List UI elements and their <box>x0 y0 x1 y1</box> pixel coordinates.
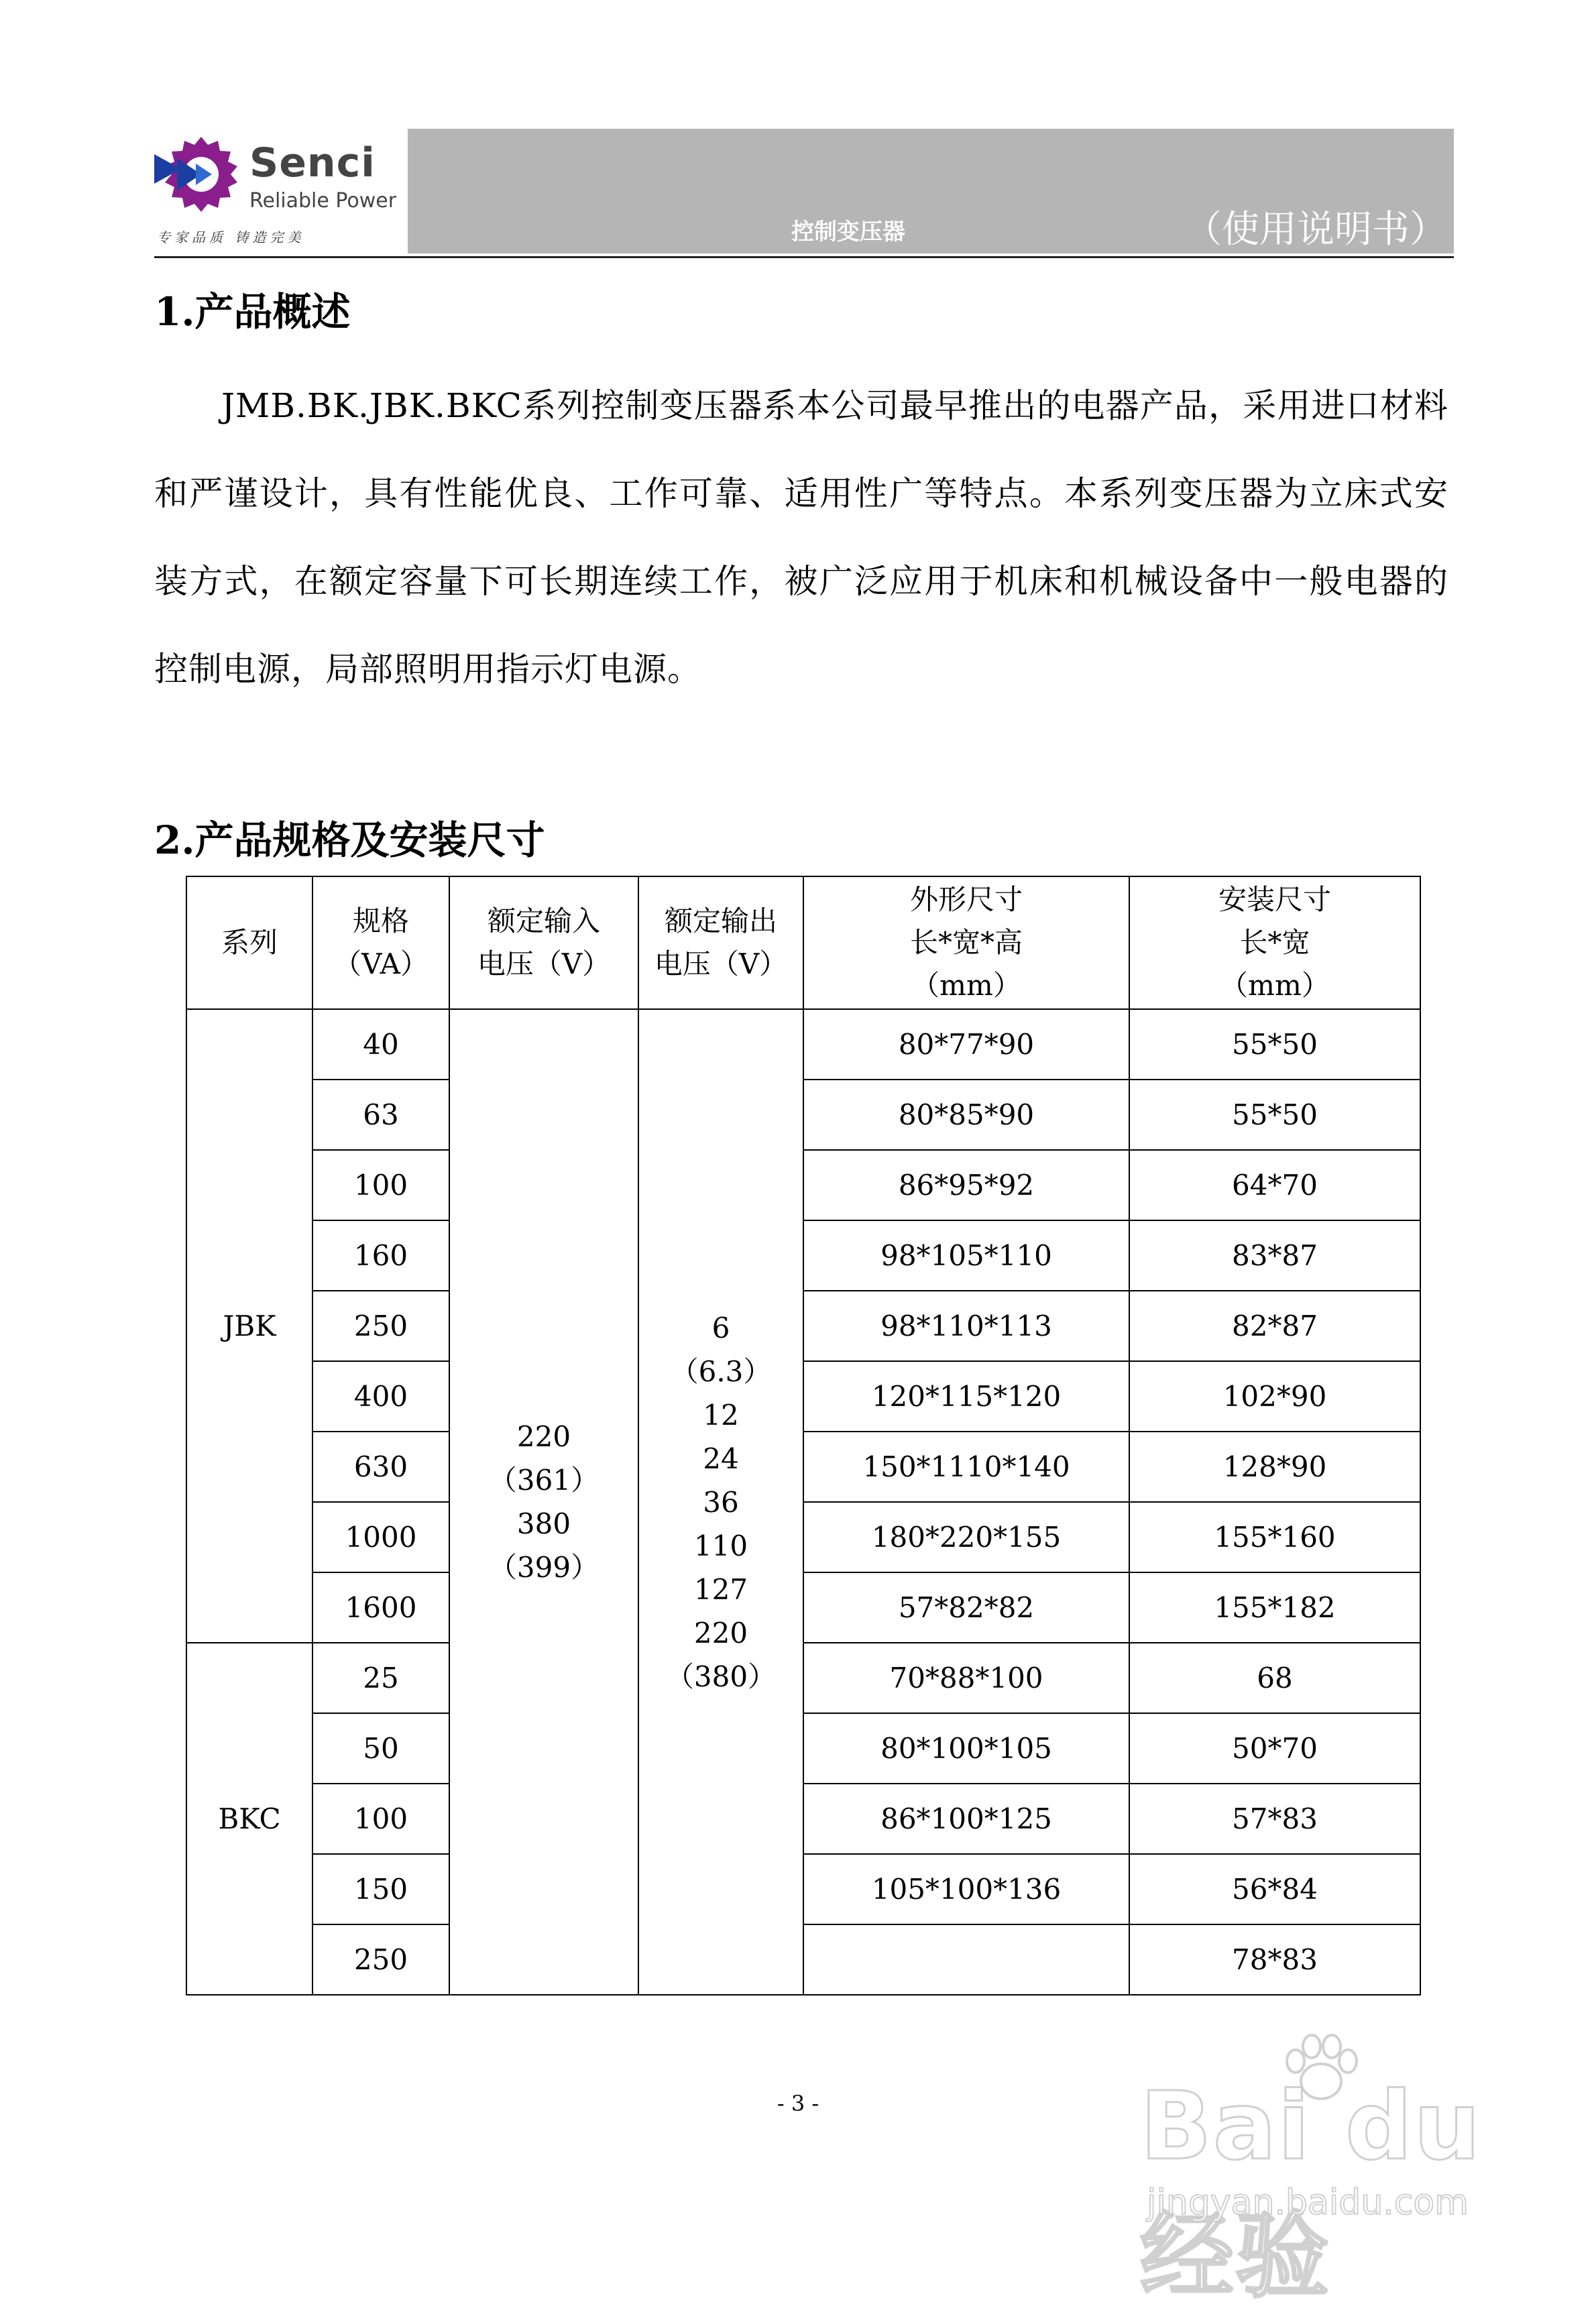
header-input-voltage: 额定输入 电压（V） <box>449 876 638 1009</box>
mount-cell: 50*70 <box>1129 1713 1420 1784</box>
dims-cell <box>803 1924 1129 1995</box>
header-product-title: 控制变压器 <box>791 219 905 245</box>
table-row <box>186 1643 1420 1713</box>
table-row <box>186 1220 1420 1291</box>
brand-slogan: 专家品质 铸造完美 <box>157 229 305 245</box>
va-cell: 100 <box>312 1150 449 1220</box>
page-number: - 3 - <box>777 2091 819 2116</box>
table-row <box>186 1924 1420 1995</box>
va-cell: 250 <box>312 1291 449 1361</box>
section-title-overview: 1.产品概述 <box>154 289 351 335</box>
senci-logo-icon <box>154 134 248 215</box>
va-cell: 100 <box>312 1784 449 1854</box>
table-row <box>186 1572 1420 1643</box>
header-manual-label: （使用说明书） <box>1184 208 1447 251</box>
header-output-voltage: 额定输出 电压（V） <box>638 876 803 1009</box>
table-header-row <box>186 876 1420 1009</box>
va-cell: 1000 <box>312 1502 449 1572</box>
header-spec: 规格 （VA） <box>312 876 449 1009</box>
dims-cell: 80*100*105 <box>803 1713 1129 1784</box>
spec-table <box>186 876 1421 1995</box>
header-mount-dimensions: 安装尺寸 长*宽 （mm） <box>1129 876 1420 1009</box>
mount-cell: 78*83 <box>1129 1924 1420 1995</box>
va-cell: 40 <box>312 1009 449 1080</box>
mount-cell: 155*160 <box>1129 1502 1420 1572</box>
output-voltage-cell: 6 （6.3） 12 24 36 110 127 220 （380） <box>638 1009 803 1995</box>
dims-cell: 180*220*155 <box>803 1502 1129 1572</box>
company-logo <box>154 134 402 255</box>
mount-cell: 55*50 <box>1129 1080 1420 1150</box>
brand-tagline: Reliable Power <box>249 189 397 213</box>
table-row <box>186 1009 1420 1080</box>
dims-cell: 98*110*113 <box>803 1291 1129 1361</box>
mount-cell: 55*50 <box>1129 1009 1420 1080</box>
dims-cell: 80*77*90 <box>803 1009 1129 1080</box>
watermark-brand: Bai du 经验 <box>1140 2072 1482 2311</box>
input-voltage-cell: 220 （361） 380 （399） <box>449 1009 638 1995</box>
series-cell-bkc: BKC <box>186 1643 312 1995</box>
mount-cell: 57*83 <box>1129 1784 1420 1854</box>
va-cell: 630 <box>312 1432 449 1502</box>
header-divider <box>154 256 1454 258</box>
mount-cell: 82*87 <box>1129 1291 1420 1361</box>
series-cell-jbk: JBK <box>186 1009 312 1643</box>
table-row <box>186 1502 1420 1572</box>
va-cell: 63 <box>312 1080 449 1150</box>
mount-cell: 102*90 <box>1129 1361 1420 1432</box>
dims-cell: 86*100*125 <box>803 1784 1129 1854</box>
dims-cell: 80*85*90 <box>803 1080 1129 1150</box>
table-row <box>186 1291 1420 1361</box>
va-cell: 250 <box>312 1924 449 1995</box>
table-row <box>186 1854 1420 1924</box>
section-title-specs: 2.产品规格及安装尺寸 <box>154 817 545 863</box>
mount-cell: 56*84 <box>1129 1854 1420 1924</box>
brand-name: Senci <box>249 139 376 186</box>
watermark-url: jingyan.baidu.com <box>1147 2183 1469 2223</box>
dims-cell: 150*1110*140 <box>803 1432 1129 1502</box>
header-series: 系列 <box>186 876 312 1009</box>
mount-cell: 83*87 <box>1129 1220 1420 1291</box>
table-row <box>186 1432 1420 1502</box>
va-cell: 400 <box>312 1361 449 1432</box>
dims-cell: 98*105*110 <box>803 1220 1129 1291</box>
table-row <box>186 1361 1420 1432</box>
table-row <box>186 1713 1420 1784</box>
dims-cell: 120*115*120 <box>803 1361 1129 1432</box>
va-cell: 150 <box>312 1854 449 1924</box>
dims-cell: 57*82*82 <box>803 1572 1129 1643</box>
table-row <box>186 1150 1420 1220</box>
va-cell: 160 <box>312 1220 449 1291</box>
mount-cell: 68 <box>1129 1643 1420 1713</box>
dims-cell: 105*100*136 <box>803 1854 1129 1924</box>
mount-cell: 128*90 <box>1129 1432 1420 1502</box>
va-cell: 25 <box>312 1643 449 1713</box>
dims-cell: 70*88*100 <box>803 1643 1129 1713</box>
dims-cell: 86*95*92 <box>803 1150 1129 1220</box>
mount-cell: 155*182 <box>1129 1572 1420 1643</box>
header-outer-dimensions: 外形尺寸 长*宽*高 （mm） <box>803 876 1129 1009</box>
va-cell: 1600 <box>312 1572 449 1643</box>
table-row <box>186 1784 1420 1854</box>
baidu-watermark <box>1127 2032 1516 2311</box>
va-cell: 50 <box>312 1713 449 1784</box>
overview-paragraph: JMB.BK.JBK.BKC系列控制变压器系本公司最早推出的电器产品，采用进口材料和严谨设计，具有性能优良、工作可靠、适用性广等特点。本系列变压器为立床式安装方式，在额定容量下可长期连续工作，被广泛应用于机床和机械设备中一般电器的控制电源，局部照明用指示灯电源。 <box>154 386 1448 689</box>
table-row <box>186 1080 1420 1150</box>
mount-cell: 64*70 <box>1129 1150 1420 1220</box>
